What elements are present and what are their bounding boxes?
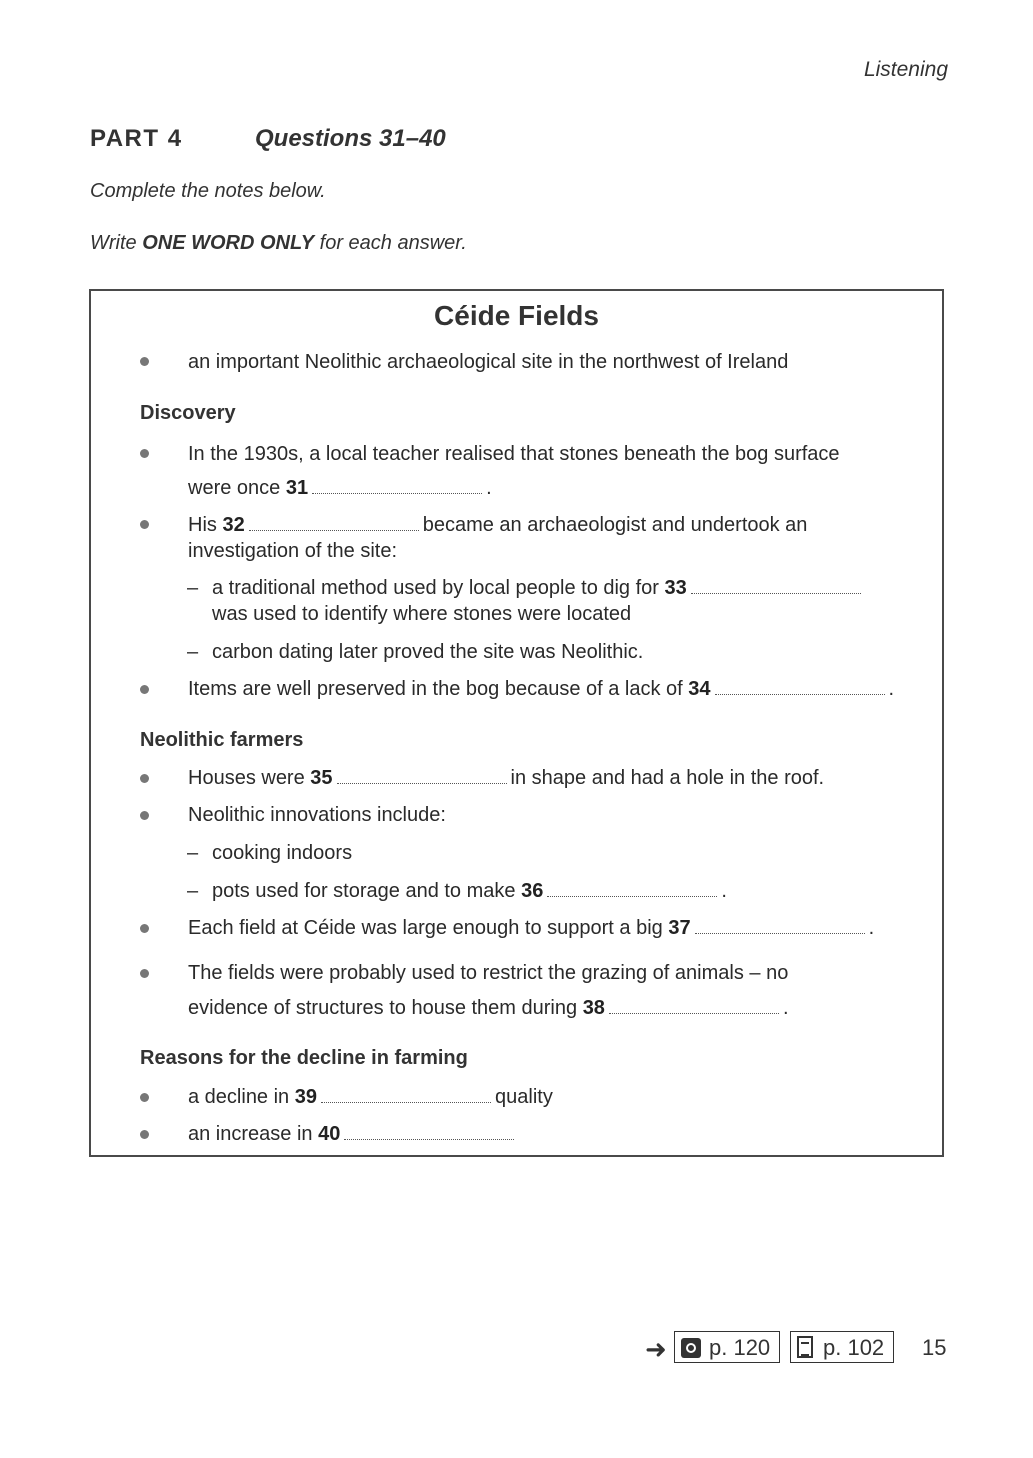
answer-blank-35[interactable] — [337, 767, 507, 784]
question-36-line: pots used for storage and to make 36 . — [212, 880, 727, 902]
word-limit-emphasis: ONE WORD ONLY — [142, 232, 315, 254]
arrow-right-icon: ➜ — [645, 1334, 667, 1364]
bullet-icon — [140, 1130, 149, 1139]
question-number-38: 38 — [582, 997, 605, 1019]
question-number-32: 32 — [222, 514, 245, 536]
bullet-icon — [140, 357, 149, 366]
discovery-dash-2: carbon dating later proved the site was Neolithic. — [212, 641, 644, 663]
question-32-line: His 32 became an archaeologist and undertook an — [188, 514, 808, 536]
question-34-line: Items are well preserved in the bog because of a lack of 34 . — [188, 678, 895, 700]
farmers-heading: Neolithic farmers — [140, 729, 304, 751]
farmers-bullet-4-line-1: The fields were probably used to restrict the grazing of animals – no — [188, 962, 789, 984]
dash-icon: – — [187, 577, 199, 599]
answer-key-reference[interactable]: p. 102 — [790, 1331, 894, 1363]
dash-icon: – — [187, 880, 199, 902]
question-number-39: 39 — [294, 1086, 317, 1108]
bullet-icon — [140, 1093, 149, 1102]
question-38-line: evidence of structures to house them during 38 . — [188, 997, 789, 1019]
answer-blank-34[interactable] — [715, 678, 885, 695]
question-31-line: were once 31 . — [188, 477, 492, 499]
page-number: 15 — [922, 1335, 947, 1360]
farmers-bullet-2: Neolithic innovations include: — [188, 804, 446, 826]
answer-blank-32[interactable] — [249, 514, 419, 531]
question-number-33: 33 — [664, 577, 687, 599]
question-number-40: 40 — [318, 1123, 341, 1145]
questions-range: Questions 31–40 — [255, 125, 446, 152]
bullet-icon — [140, 811, 149, 820]
decline-heading: Reasons for the decline in farming — [140, 1047, 468, 1069]
bullet-icon — [140, 969, 149, 978]
answer-blank-33[interactable] — [691, 577, 861, 594]
answer-blank-37[interactable] — [695, 917, 865, 934]
part-label: PART 4 — [90, 125, 183, 152]
question-40-line: an increase in 40 — [188, 1122, 518, 1146]
intro-text: an important Neolithic archaeological site in the northwest of Ireland — [188, 351, 789, 373]
question-33-line: a traditional method used by local people to dig for 33 — [212, 576, 865, 600]
question-37-line: Each field at Céide was large enough to support a big 37 . — [188, 917, 875, 939]
farmers-dash-1: cooking indoors — [212, 842, 353, 864]
notes-title: Céide Fields — [434, 300, 599, 331]
question-39-line: a decline in 39 quality — [188, 1086, 553, 1108]
answer-blank-38[interactable] — [609, 997, 779, 1014]
audio-icon — [681, 1338, 701, 1358]
document-icon — [797, 1336, 813, 1358]
question-35-line: Houses were 35 in shape and had a hole in the roof. — [188, 767, 825, 789]
instruction-word-limit: Write ONE WORD ONLY for each answer. — [90, 232, 467, 254]
answer-blank-40[interactable] — [344, 1123, 514, 1140]
answer-blank-31[interactable] — [312, 477, 482, 494]
question-number-35: 35 — [310, 767, 333, 789]
instruction-complete-notes: Complete the notes below. — [90, 180, 326, 202]
bullet-icon — [140, 449, 149, 458]
question-number-34: 34 — [688, 678, 711, 700]
question-number-31: 31 — [285, 477, 309, 499]
discovery-bullet-2-line-2: investigation of the site: — [188, 540, 398, 562]
dash-icon: – — [187, 641, 199, 663]
section-label: Listening — [863, 58, 948, 81]
bullet-icon — [140, 685, 149, 694]
bullet-icon — [140, 520, 149, 529]
discovery-bullet-1-line-1: In the 1930s, a local teacher realised that stones beneath the bog surface — [188, 443, 840, 465]
bullet-icon — [140, 774, 149, 783]
dash-icon: – — [187, 842, 199, 864]
question-number-37: 37 — [668, 917, 691, 939]
discovery-dash-1-line-2: was used to identify where stones were located — [212, 603, 632, 625]
discovery-heading: Discovery — [140, 402, 236, 424]
answer-blank-36[interactable] — [547, 880, 717, 897]
question-number-36: 36 — [521, 880, 544, 902]
answer-blank-39[interactable] — [321, 1086, 491, 1103]
audio-script-reference[interactable]: p. 120 — [674, 1331, 780, 1363]
bullet-icon — [140, 924, 149, 933]
